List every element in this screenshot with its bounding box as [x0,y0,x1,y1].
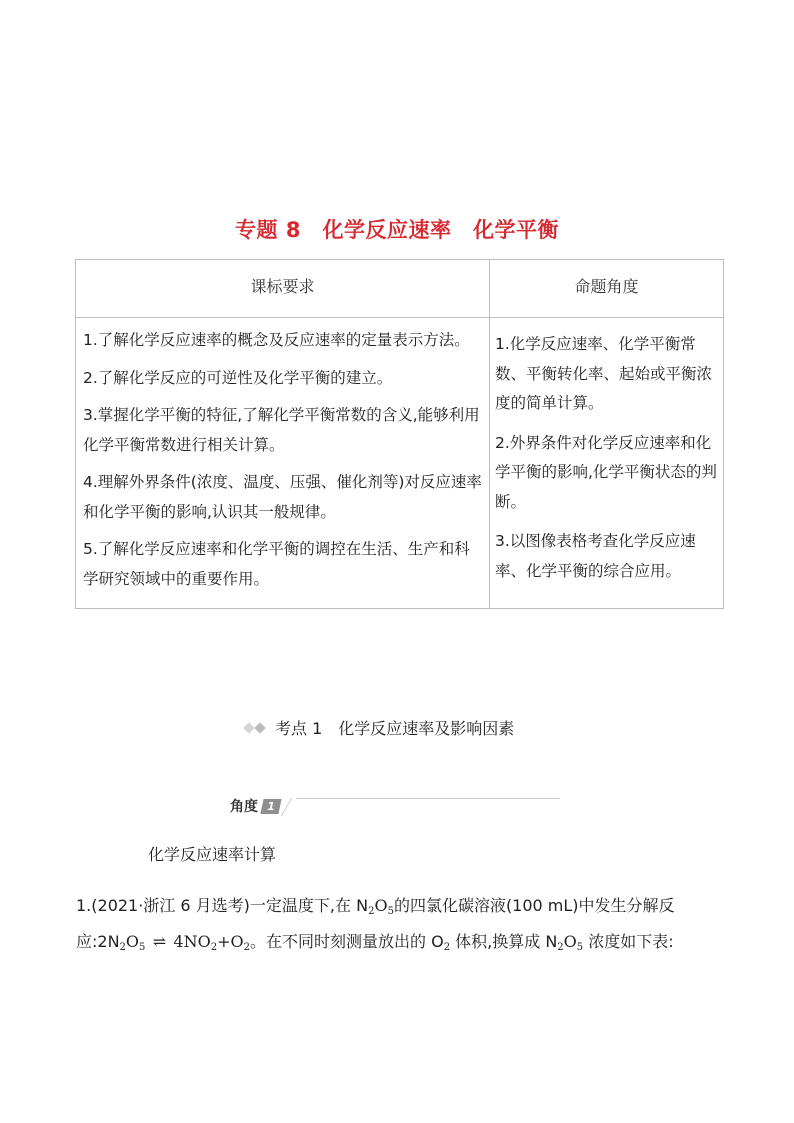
problem-segment: +O [217,932,244,951]
table-header-row [76,260,724,318]
subscript: 2 [557,942,564,953]
angle-number-badge: 1 [260,799,281,814]
question-angles-cell [490,318,724,609]
subscript: 2 [368,906,375,917]
page-title: 专题 8 化学反应速率 化学平衡 [235,218,559,242]
requirements-table [75,259,724,609]
angle-marker [230,796,280,816]
subscript: 5 [387,906,394,917]
angle-item: 1.化学反应速率、化学平衡常数、平衡转化率、起始或平衡浓度的简单计算。 [495,335,713,412]
subscript: 5 [139,942,146,953]
curriculum-requirements-cell [76,318,490,609]
problem-segment: O [563,932,577,951]
subscript: 5 [576,942,584,953]
problem-text [76,888,720,960]
table-row [76,318,724,609]
column-header-angle: 命题角度 [490,260,724,318]
angle-item: 3.以图像表格考查化学反应速率、化学平衡的综合应用。 [495,532,696,580]
problem-segment: O [125,932,140,951]
problem-segment: 浓度如下表: [583,932,674,951]
subscript: 2 [443,942,451,953]
requirement-item: 3.掌握化学平衡的特征,了解化学平衡常数的含义,能够利用化学平衡常数进行相关计算。 [83,406,480,454]
problem-segment: 1.(2021·浙江 6 月选考)一定温度下,在 N [76,896,369,915]
diamond-icon [245,724,267,732]
subscript: 2 [210,942,218,953]
angle-label: 角度 [230,799,258,815]
divider-line [296,798,560,799]
subsection-title: 化学反应速率计算 [148,845,277,864]
angle-item: 2.外界条件对化学反应速率和化学平衡的影响,化学平衡状态的判断。 [495,433,717,511]
requirement-item: 5.了解化学反应速率和化学平衡的调控在生活、生产和科学研究领域中的重要作用。 [83,540,470,588]
section-heading [245,716,514,739]
problem-segment: O [374,896,388,915]
divider-slash [281,798,306,816]
section-heading-text: 考点 1 化学反应速率及影响因素 [275,719,515,738]
problem-segment: 。在不同时刻测量放出的 O [250,932,444,951]
equilibrium-arrow-icon: ⇌ [152,932,167,951]
problem-segment: 的四氯化碳溶液(100 mL)中发生分解反应:2N [76,896,675,951]
requirement-item: 4.理解外界条件(浓度、温度、压强、催化剂等)对反应速率和化学平衡的影响,认识其一般规律。 [83,473,482,521]
problem-segment: 4NO [173,932,211,951]
requirement-item: 2.了解化学反应的可逆性及化学平衡的建立。 [83,368,393,387]
subscript: 2 [243,942,250,953]
requirement-item: 1.了解化学反应速率的概念及反应速率的定量表示方法。 [83,331,470,349]
subscript: 2 [119,942,126,953]
column-header-curriculum: 课标要求 [76,260,490,318]
problem-segment: 体积,换算成 N [450,932,558,951]
